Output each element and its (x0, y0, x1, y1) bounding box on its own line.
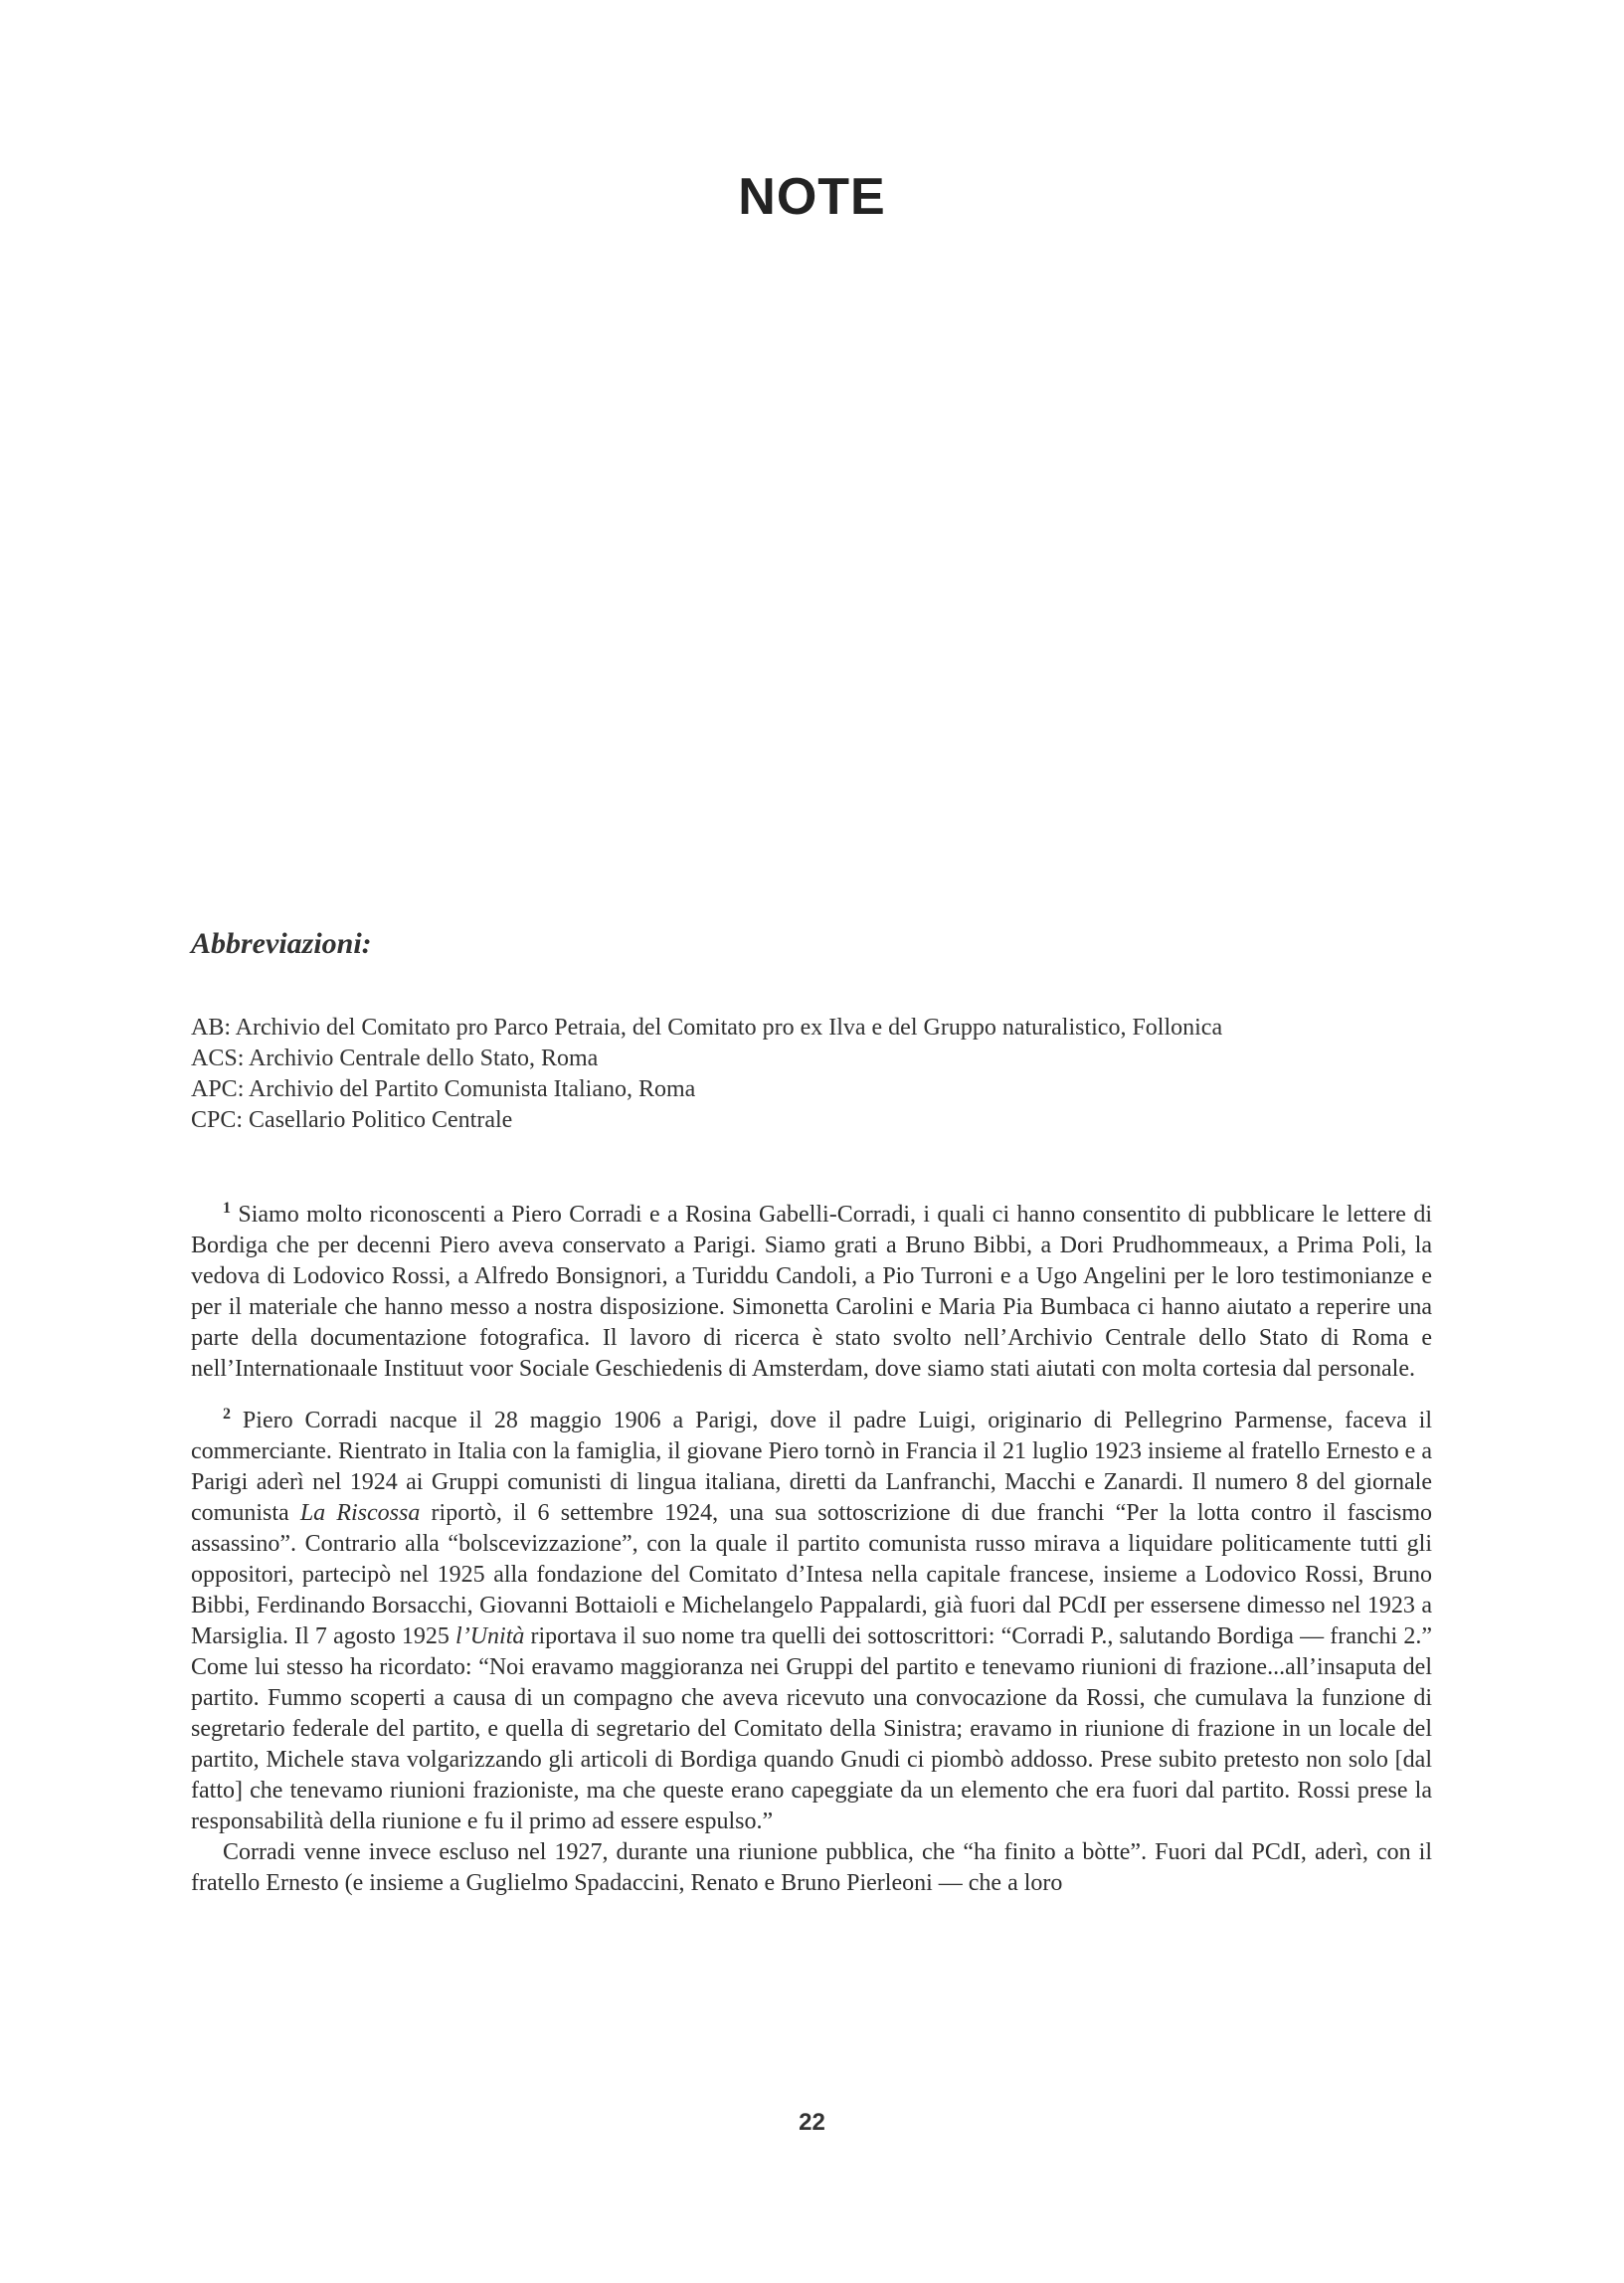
abbreviation-item: AB: Archivio del Comitato pro Parco Petraia, del Comitato pro ex Ilva e del Gruppo naturalistico, Follonica (191, 1015, 1223, 1041)
abbreviations-heading: Abbreviazioni: (191, 927, 372, 960)
note-2-number: 2 (223, 1406, 231, 1423)
note-2-journal-title: La Riscossa (299, 1500, 421, 1526)
abbreviations-list (191, 1013, 1444, 1136)
note-2-text: riportava il suo nome tra quelli dei sottoscrittori: “Corradi P., salutando Bordiga — franchi 2.” Come lui stesso ha ricordato: “Noi eravamo maggioranza nei Gruppi del partito e tenevamo riunioni di frazione...all’insaputa del partito. Fummo scoperti a causa di un compagno che aveva ricevuto una convocazione da Rossi, che cumulava la funzione di segretario federale del partito, e quella di segretario del Comitato della Sinistra; eravamo in riunione di frazione in un locale del partito, Michele stava volgarizzando gli articoli di Bordiga quando Gnudi ci piombò addosso. Prese subito pretesto non solo [dal fatto] che tenevamo riunioni frazioniste, ma che queste erano capeggiate da un elemento che era fuori dal partito. Rossi prese la responsabilità della riunione e fu il primo ad essere espulso.” (191, 1623, 1432, 1834)
abbreviation-item: CPC: Casellario Politico Centrale (191, 1107, 513, 1133)
note-2-newspaper-title: l’Unità (455, 1623, 525, 1649)
page-title: NOTE (738, 168, 886, 226)
note-1 (191, 1200, 1432, 1385)
abbreviation-item: APC: Archivio del Partito Comunista Italiano, Roma (191, 1076, 696, 1102)
note-2 (191, 1406, 1432, 1837)
abbreviation-item: ACS: Archivio Centrale dello Stato, Roma (191, 1046, 599, 1071)
note-2-text: Piero Corradi nacque il 28 maggio 1906 a Parigi, dove il padre Luigi, originario di Pellegrino Parmense, faceva il commerciante. Rientrato in Italia con la famiglia, il giovane Piero tornò in Francia il 21 luglio 1923 insieme al fratello Ernesto e a Parigi aderì nel 1924 ai Gruppi comunisti di lingua italiana, diretti da Lanfranchi, Macchi e Zanardi. Il numero 8 del giornale comunista (191, 1408, 1433, 1526)
page-number: 22 (799, 2109, 825, 2136)
note-1-text: Siamo molto riconoscenti a Piero Corradi e a Rosina Gabelli-Corradi, i quali ci hanno consentito di pubblicare le lettere di Bordiga che per decenni Piero aveva conservato a Parigi. Siamo grati a Bruno Bibbi, a Dori Prudhommeaux, a Prima Poli, la vedova di Lodovico Rossi, a Alfredo Bonsignori, a Turiddu Candoli, a Pio Turroni e a Ugo Angelini per le loro testimonianze e per il materiale che hanno messo a nostra disposizione. Simonetta Carolini e Maria Pia Bumbaca ci hanno aiutato a reperire una parte della documentazione fotografica. Il lavoro di ricerca è stato svolto nell’Archivio Centrale dello Stato di Roma e nell’Internationaale Instituut voor Sociale Geschiedenis di Amsterdam, dove siamo stati aiutati con molta cortesia dal personale. (191, 1202, 1432, 1382)
note-1-number: 1 (223, 1200, 231, 1217)
notes-body (191, 1200, 1432, 1899)
note-2-text: riportò, il 6 settembre 1924, una sua sottoscrizione di due franchi “Per la lotta contro il fascismo assassino”. Contrario alla “bolscevizzazione”, con la quale il partito comunista russo mirava a liquidare politicamente tutti gli oppositori, partecipò nel 1925 alla fondazione del Comitato d’Intesa nella capitale francese, insieme a Lodovico Rossi, Bruno Bibbi, Ferdinando Borsacchi, Giovanni Bottaioli e Michelangelo Pappalardi, già fuori dal PCdI per essersene dimesso nel 1923 a Marsiglia. Il 7 agosto 1925 (191, 1500, 1432, 1649)
note-2-continuation: Corradi venne invece escluso nel 1927, durante una riunione pubblica, che “ha finito a bòtte”. Fuori dal PCdI, aderì, con il fratello Ernesto (e insieme a Guglielmo Spadaccini, Renato e Bruno Pierleoni — che a loro (191, 1839, 1432, 1896)
